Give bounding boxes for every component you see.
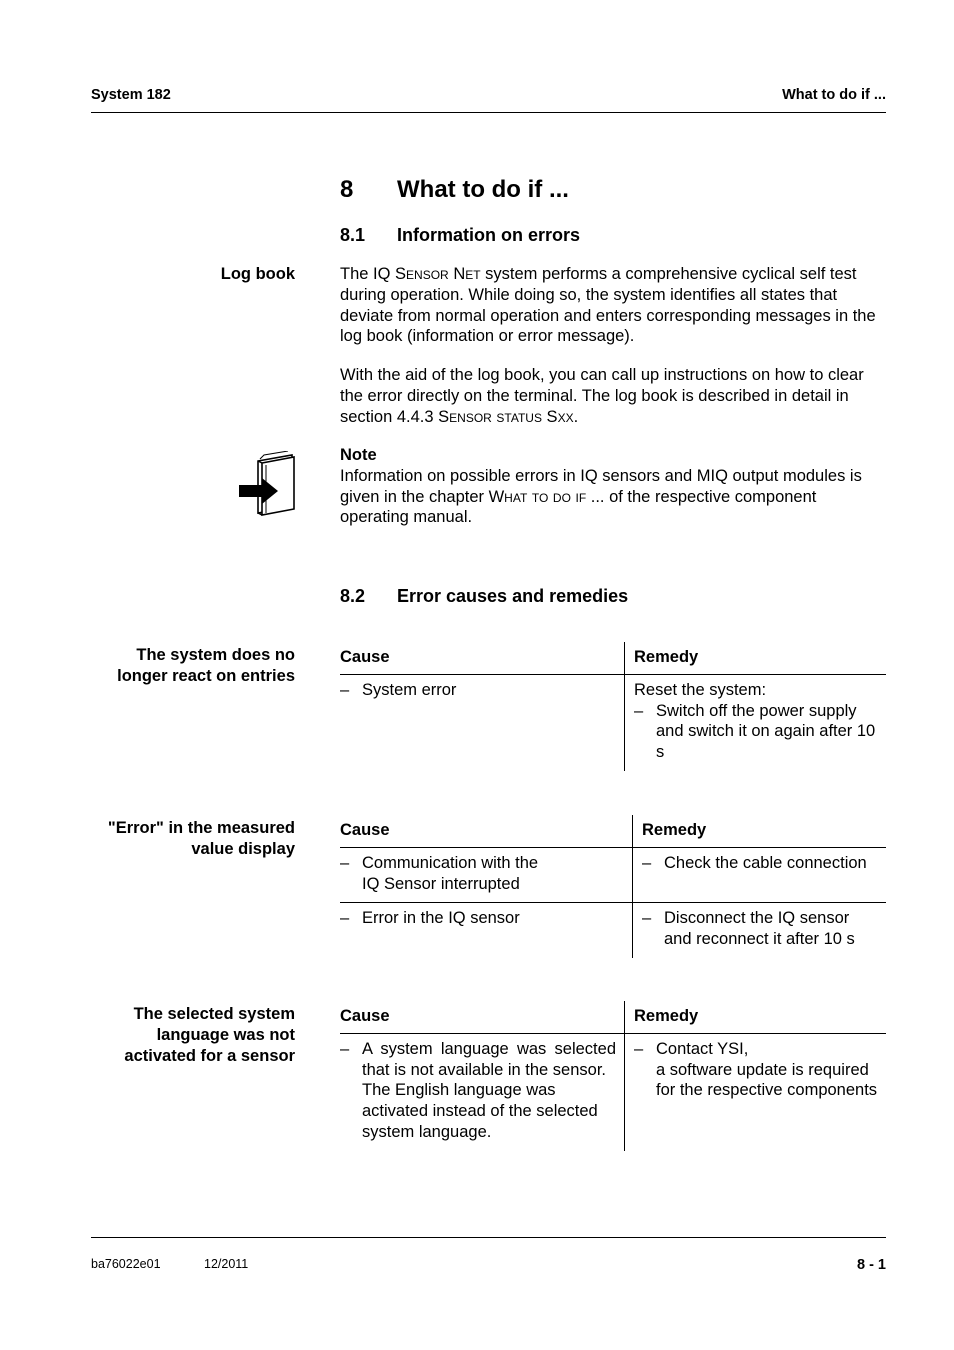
error-table-display [340,815,886,958]
section-1-number: 8.1 [340,225,366,245]
column-header-cause: Cause [340,1001,625,1033]
side-label-no-react: The system does no longer react on entries [117,646,295,685]
cause-text: A system language was selected that is not available in the sensor. The English language was activated instead of the selected system language. [362,1039,616,1141]
footer-rule [91,1237,886,1238]
note-text: Information on possible errors in IQ sensors and MIQ output modules is given in the chapter What to do if ... of the respective component operating manual. [340,466,862,527]
remedy-text: Check the cable connection [664,853,867,872]
cause-text: System error [362,680,457,699]
remedy-text: Contact YSI, a software update is required for the respective components [656,1039,878,1100]
footer-doc-number: ba76022e01 [91,1257,161,1271]
error-table-no-react [340,642,886,771]
error-table-language [340,1001,886,1151]
log-book-paragraph-2: With the aid of the log book, you can call up instructions on how to clear the error directly on the terminal. The log book is described in detail in section 4.4.3 Sensor status Sxx. [340,366,864,426]
remedy-intro: Reset the system: [634,680,767,699]
chapter-number: 8 [340,176,354,203]
header-chapter-title: What to do if ... [782,87,886,103]
column-header-remedy: Remedy [625,642,887,674]
column-header-cause: Cause [340,642,625,674]
column-header-remedy: Remedy [633,815,887,847]
note-block [340,445,886,528]
remedy-text: Disconnect the IQ sensor and reconnect it after 10 s [664,909,855,949]
side-label-language: The selected system language was not activated for a sensor [124,1005,295,1065]
section-2-number: 8.2 [340,586,366,606]
side-label-log-book: Log book [220,265,295,283]
table-row: – System error Reset the system: – Switch off the power supply and switch it on again after 10 s [340,674,886,771]
section-2-title: Error causes and remedies [397,586,629,606]
header-doc-title: System 182 [91,87,171,103]
table-row: – A system language was selected that is not available in the sensor. The English language was activated instead of the selected system language. – Contact YSI, a software update is required for the respective components [340,1033,886,1150]
manual-book-arrow-icon [236,451,298,519]
header-rule [91,112,886,113]
cause-text: Communication with the IQ Sensor interrupted [362,853,539,893]
log-book-paragraph-1: The IQ Sensor Net system performs a comprehensive cyclical self test during operation. While doing so, the system identifies all states that deviate from normal operation and enters corresponding messages in the log book (information or error message). [340,265,876,346]
column-header-cause: Cause [340,815,633,847]
side-label-error-display: "Error" in the measured value display [107,819,295,858]
cause-text: Error in the IQ sensor [362,909,520,928]
note-title: Note [340,446,377,464]
page-number: 8 - 1 [856,1257,886,1273]
table-row: – Communication with the IQ Sensor interrupted – Check the cable connection [340,847,886,903]
footer-date: 12/2011 [204,1257,249,1271]
chapter-title: What to do if ... [397,176,569,203]
remedy-text: Switch off the power supply and switch it on again after 10 s [656,701,876,762]
column-header-remedy: Remedy [625,1001,887,1033]
table-row: – Error in the IQ sensor – Disconnect the IQ sensor and reconnect it after 10 s [340,903,886,958]
section-1-title: Information on errors [397,225,581,245]
